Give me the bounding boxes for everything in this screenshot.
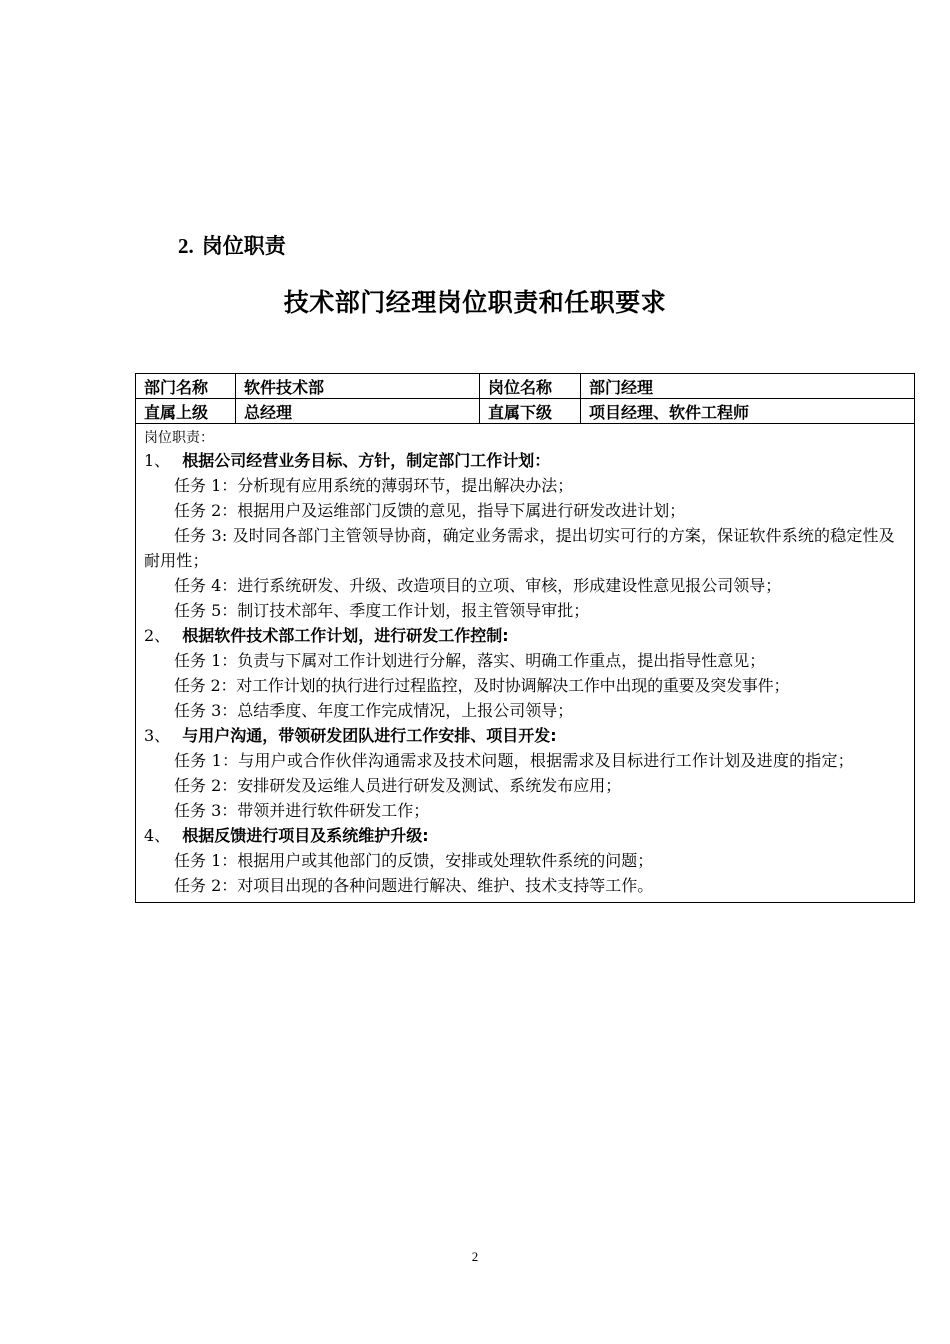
duty-group-title [144, 448, 906, 473]
section-title: 岗位职责 [201, 234, 286, 258]
task-item: 任务 2：安排研发及运维人员进行研发及测试、系统发布应用； [174, 776, 622, 795]
task-item: 任务 3：总结季度、年度工作完成情况，上报公司领导； [174, 701, 574, 720]
duty-group-label: 根据公司经营业务目标、方针，制定部门工作计划： [182, 451, 551, 470]
task-item: 任务 5：制订技术部年、季度工作计划，报主管领导审批； [174, 601, 590, 620]
department-label: 部门名称 [136, 374, 236, 399]
page-number: 2 [471, 1249, 479, 1264]
duty-group-number: 2、 [144, 626, 171, 645]
task-item: 任务 2：根据用户及运维部门反馈的意见，指导下属进行研发改进计划； [174, 501, 686, 520]
supervisor-label: 直属上级 [136, 399, 236, 424]
job-description-table [135, 373, 915, 903]
section-heading [178, 230, 286, 260]
duty-group-label: 与用户沟通，带领研发团队进行工作安排、项目开发: [182, 726, 557, 745]
position-value: 部门经理 [581, 374, 915, 399]
task-item: 任务 4：进行系统研发、升级、改造项目的立项、审核，形成建设性意见报公司领导； [174, 576, 782, 595]
section-number: 2. [178, 234, 194, 258]
task-item: 任务 3: 及时同各部门主管领导协商，确定业务需求，提出切实可行的方案，保证软件系统的稳定性及耐用性； [144, 526, 895, 570]
duty-group-title [144, 823, 906, 848]
task-item: 任务 1：分析现有应用系统的薄弱环节，提出解决办法； [174, 476, 574, 495]
duty-group-number: 4、 [144, 826, 171, 845]
task-item: 任务 2：对工作计划的执行进行过程监控，及时协调解决工作中出现的重要及突发事件； [174, 676, 790, 695]
table-row [136, 424, 915, 903]
task-item: 任务 1：负责与下属对工作计划进行分解，落实、明确工作重点，提出指导性意见； [174, 651, 766, 670]
department-value: 软件技术部 [236, 374, 480, 399]
task-item: 任务 2：对项目出现的各种问题进行解决、维护、技术支持等工作。 [174, 876, 654, 895]
task-item: 任务 1：根据用户或其他部门的反馈，安排或处理软件系统的问题； [174, 851, 654, 870]
duty-group-label: 根据软件技术部工作计划，进行研发工作控制: [182, 626, 509, 645]
duties-cell [136, 424, 915, 903]
task-item: 任务 3：带领并进行软件研发工作； [174, 801, 430, 820]
duty-group-title [144, 623, 906, 648]
duty-group-label: 根据反馈进行项目及系统维护升级: [182, 826, 429, 845]
table-row [136, 399, 915, 424]
table-row [136, 374, 915, 399]
duty-group-number: 3、 [144, 726, 171, 745]
subordinates-value: 项目经理、软件工程师 [581, 399, 915, 424]
supervisor-value: 总经理 [236, 399, 480, 424]
duty-group-number: 1、 [144, 451, 171, 470]
task-item: 任务 1：与用户或合作伙伴沟通需求及技术问题，根据需求及目标进行工作计划及进度的指定； [174, 751, 854, 770]
subordinates-label: 直属下级 [480, 399, 581, 424]
position-label: 岗位名称 [480, 374, 581, 399]
duty-group-title [144, 723, 906, 748]
document-title: 技术部门经理岗位职责和任职要求 [283, 288, 667, 317]
duties-heading: 岗位职责： [144, 430, 214, 446]
